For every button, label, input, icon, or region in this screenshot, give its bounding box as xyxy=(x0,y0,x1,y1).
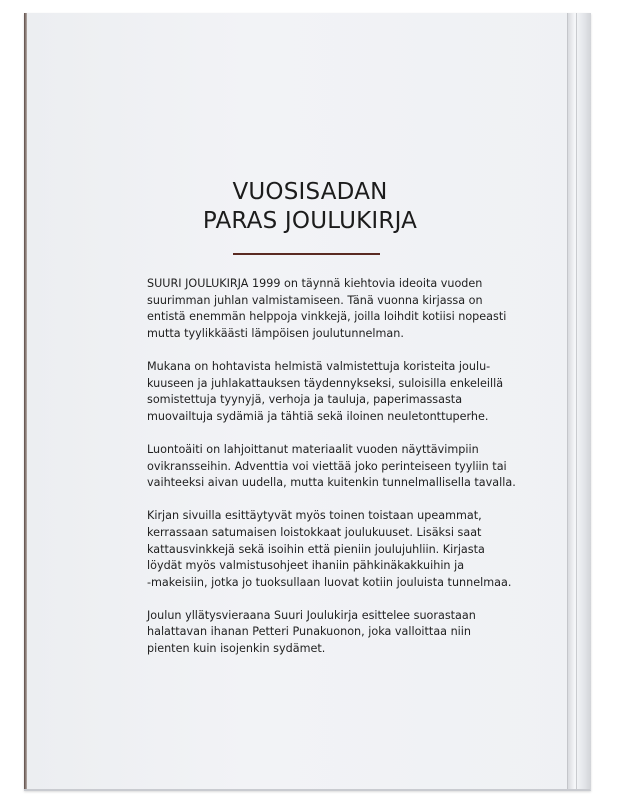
blurb-text xyxy=(147,276,516,674)
blurb-line: muovailtuja sydämiä ja tähtiä sekä iloinen neuletonttuperhe. xyxy=(147,409,489,423)
book-spine xyxy=(567,13,591,789)
blurb-paragraph-4 xyxy=(147,508,512,591)
blurb-paragraph-2 xyxy=(147,359,504,425)
cover-edge-shadow xyxy=(24,13,27,789)
blurb-line: Joulun yllätysvieraana Suuri Joulukirja esittelee suorastaan xyxy=(147,608,476,622)
blurb-line: somistettuja tyynyjä, verhoja ja tauluja, paperimassasta xyxy=(147,393,463,407)
blurb-line: entistä enemmän helppoja vinkkejä, joilla loihdit kotiisi nopeasti xyxy=(147,310,507,324)
blurb-line: kerrassaan satumaisen loistokkaat joulukuuset. Lisäksi saat xyxy=(147,525,482,539)
blurb-line: Kirjan sivuilla esittäytyvät myös toinen toistaan upeammat, xyxy=(147,509,482,523)
blurb-line: mutta tyylikkäästi lämpöisen joulutunnelman. xyxy=(147,326,404,340)
blurb-line: löydät myös valmistusohjeet ihaniin pähkinäkakkuihin ja xyxy=(147,559,465,573)
blurb-line: SUURI JOULUKIRJA 1999 on täynnä kiehtovia ideoita vuoden xyxy=(147,277,483,290)
blurb-line: kuuseen ja juhlakattauksen täydennykseksi, suloisilla enkeleillä xyxy=(147,376,504,390)
cover-title-line-2: PARAS JOULUKIRJA xyxy=(202,208,418,234)
blurb-line: suurimman juhlan valmistamiseen. Tänä vuonna kirjassa on xyxy=(147,293,483,307)
cover-title-line-1: VUOSISADAN xyxy=(232,179,388,205)
blurb-line: halattavan ihanan Petteri Punakuonon, joka valloittaa niin xyxy=(147,625,471,639)
blurb-paragraph-5 xyxy=(147,608,487,658)
cover-title xyxy=(150,178,470,236)
blurb-line: vaihteeksi aivan uudella, mutta kuitenkin tunnelmallisella tavalla. xyxy=(147,476,516,490)
title-divider-rule xyxy=(233,253,380,255)
blurb-line: kattausvinkkejä sekä isoihin että pieniin joulujuhliin. Kirjasta xyxy=(147,542,485,556)
blurb-paragraph-3 xyxy=(147,442,516,492)
blurb-paragraph-1 xyxy=(147,276,507,342)
blurb-line: -makeisiin, jotka jo tuoksullaan luovat kotiin jouluista tunnelmaa. xyxy=(147,575,512,589)
blurb-line: pienten kuin isojenkin sydämet. xyxy=(147,642,326,656)
blurb-line: ovikransseihin. Adventtia voi viettää joko perinteiseen tyyliin tai xyxy=(147,459,507,473)
blurb-line: Luontoäiti on lahjoittanut materiaalit vuoden näyttävimpiin xyxy=(147,442,479,456)
spine-groove xyxy=(576,13,577,789)
blurb-line: Mukana on hohtavista helmistä valmistettuja koristeita joulu- xyxy=(147,359,491,373)
